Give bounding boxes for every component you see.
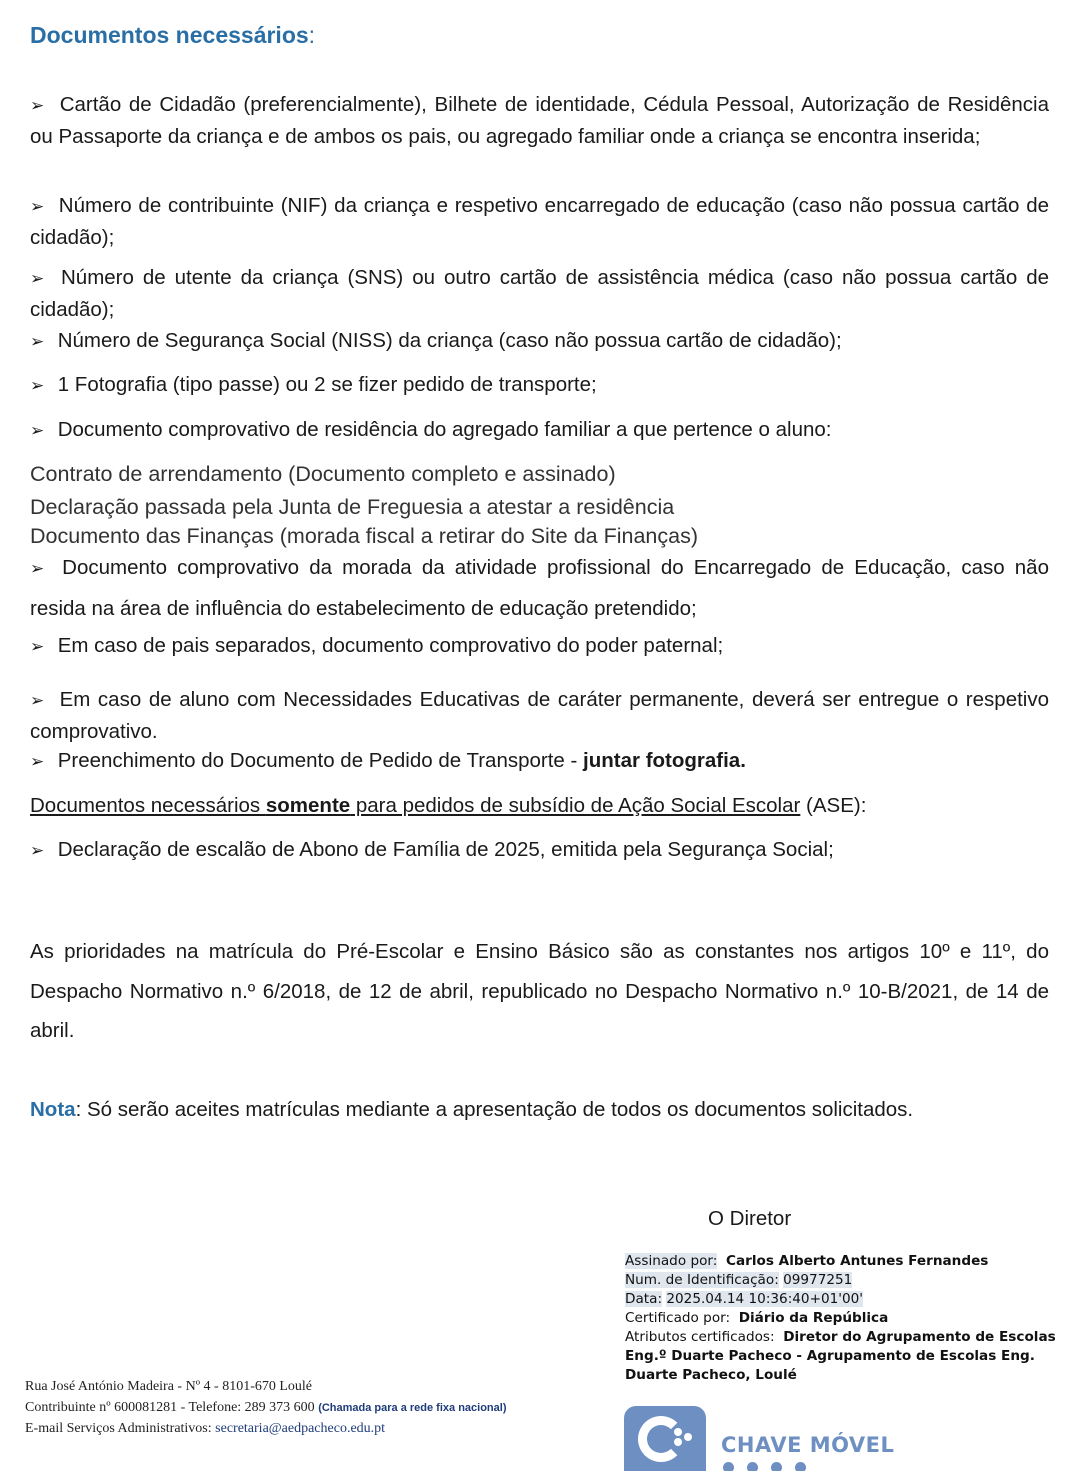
bullet-arrow-icon: ➢ <box>30 197 45 216</box>
bullet-arrow-icon: ➢ <box>30 691 45 710</box>
chave-movel-logo-text: CHAVE MÓVEL <box>721 1433 895 1457</box>
residence-doc: Contrato de arrendamento (Documento completo e assinado) <box>30 462 616 486</box>
heading-colon: : <box>308 22 316 48</box>
bullet-arrow-icon: ➢ <box>30 637 45 656</box>
heading-title: Documentos necessários <box>30 22 309 48</box>
list-item: ➢ Documento comprovativo da morada da atividade profissional do Encarregado de Educação, caso não resida na área de influência do estabelecimento de educação pretendido; <box>30 548 1049 629</box>
bullet-arrow-icon: ➢ <box>30 376 45 395</box>
bullet-arrow-icon: ➢ <box>30 559 45 578</box>
list-item: ➢ Em caso de pais separados, documento comprovativo do poder paternal; <box>30 630 1049 662</box>
note-label: Nota <box>30 1098 76 1121</box>
page-heading <box>30 22 315 49</box>
list-item: ➢ 1 Fotografia (tipo passe) ou 2 se fizer pedido de transporte; <box>30 369 1049 401</box>
bullet-arrow-icon: ➢ <box>30 332 45 351</box>
chave-movel-logo-icon <box>624 1406 706 1471</box>
footer-contact: Contribuinte nº 600081281 - Telefone: 289 373 600 (Chamada para a rede fixa nacional) <box>25 1400 507 1415</box>
director-title: O Diretor <box>708 1207 792 1230</box>
residence-doc: Declaração passada pela Junta de Freguesia a atestar a residência <box>30 495 675 519</box>
list-item: ➢ Declaração de escalão de Abono de Família de 2025, emitida pela Segurança Social; <box>30 834 1049 866</box>
digital-signature: Assinado por: Carlos Alberto Antunes Fernandes Num. de Identificação: 09977251 Data: 2025.04.14 10:36:40+01'00' Certificado por: Diário da República Atributos certificados: Diretor do Agrupamento de Escolas Eng.º Duarte Pacheco - Agrupamento de Escolas Eng. Duarte Pacheco, Loulé <box>625 1253 1056 1383</box>
priorities-paragraph: As prioridades na matrícula do Pré-Escolar e Ensino Básico são as constantes nos artigos 10º e 11º, do Despacho Normativo n.º 6/2018, de 12 de abril, republicado no Despacho Normativo n.º 10-B/2021, de 14 de abril. <box>30 940 1049 1042</box>
ase-heading: Documentos necessários somente para pedidos de subsídio de Ação Social Escolar (ASE): <box>30 794 867 817</box>
footer-email: E-mail Serviços Administrativos: secretaria@aedpacheco.edu.pt <box>25 1421 386 1436</box>
note-paragraph: Nota: Só serão aceites matrículas mediante a apresentação de todos os documentos solicitados. <box>30 1098 914 1121</box>
email-link[interactable]: secretaria@aedpacheco.edu.pt <box>215 1421 386 1436</box>
bullet-arrow-icon: ➢ <box>30 421 45 440</box>
list-item: ➢ Documento comprovativo de residência do agregado familiar a que pertence o aluno: <box>30 414 1049 446</box>
bullet-arrow-icon: ➢ <box>30 269 45 288</box>
list-item: ➢ Número de Segurança Social (NISS) da criança (caso não possua cartão de cidadão); <box>30 325 1049 357</box>
list-item-transport: ➢ Preenchimento do Documento de Pedido de Transporte - juntar fotografia. <box>30 745 1049 777</box>
residence-doc: Documento das Finanças (morada fiscal a retirar do Site da Finanças) <box>30 524 699 548</box>
bullet-arrow-icon: ➢ <box>30 96 45 115</box>
list-item: ➢ Cartão de Cidadão (preferencialmente), Bilhete de identidade, Cédula Pessoal, Autorização de Residência ou Passaporte da criança e de ambos os pais, ou agregado familiar onde a criança se encontra inserida; <box>30 89 1049 152</box>
footer-address: Rua José António Madeira - Nº 4 - 8101-670 Loulé <box>25 1379 313 1394</box>
list-item: ➢ Número de contribuinte (NIF) da criança e respetivo encarregado de educação (caso não possua cartão de cidadão); <box>30 190 1049 253</box>
list-item: ➢ Número de utente da criança (SNS) ou outro cartão de assistência médica (caso não possua cartão de cidadão); <box>30 262 1049 325</box>
bullet-arrow-icon: ➢ <box>30 752 45 771</box>
list-item: ➢ Em caso de aluno com Necessidades Educativas de caráter permanente, deverá ser entregue o respetivo comprovativo. <box>30 684 1049 747</box>
bullet-arrow-icon: ➢ <box>30 841 45 860</box>
chave-movel-dots <box>723 1460 819 1471</box>
